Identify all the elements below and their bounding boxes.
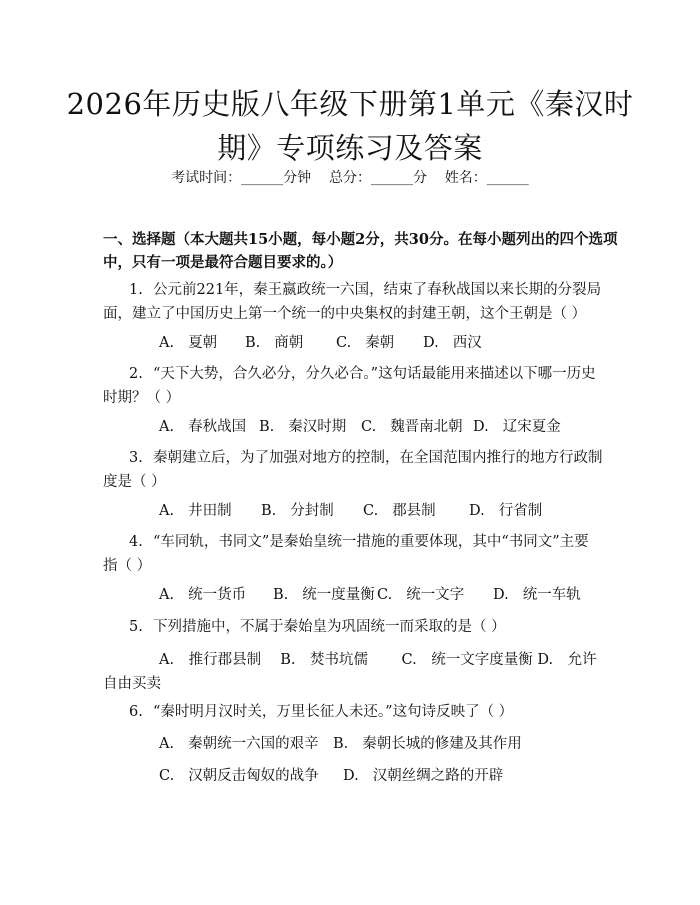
question-3 xyxy=(103,446,603,494)
option-c: C. 郡县制 xyxy=(363,503,436,519)
question-stem: 下列措施中，不属于秦始皇为巩固统一而采取的是（ ） xyxy=(153,619,506,635)
question-stem: 秦朝建立后，为了加强对地方的控制，在全国范围内推行的地方行政制度是（ ） xyxy=(103,450,603,490)
option-d: D. 西汉 xyxy=(423,335,482,351)
option-a: A. 秦朝统一六国的艰辛 xyxy=(159,736,319,752)
option-c: C. 统一文字 xyxy=(377,587,465,603)
question-number: 6. xyxy=(129,704,143,720)
option-b: B. 商朝 xyxy=(245,335,304,351)
question-stem: “天下大势，合久必分，分久必合。”这句话最能用来描述以下哪一历史时期？（ ） xyxy=(103,366,596,406)
option-a: A. 夏朝 xyxy=(159,335,218,351)
options-5: A. 推行郡县制 B. 焚书坑儒 C. 统一文字度量衡 D. 允许自由买卖 xyxy=(103,652,597,692)
question-2 xyxy=(103,362,603,410)
question-stem: “秦时明月汉时关，万里长征人未还。”这句诗反映了（ ） xyxy=(153,704,514,720)
question-number: 2. xyxy=(129,366,143,382)
option-a: A. 统一货币 xyxy=(159,587,247,603)
question-number: 5. xyxy=(129,619,143,635)
option-a: A. 春秋战国 xyxy=(159,419,247,435)
question-stem: 公元前221年，秦王嬴政统一六国，结束了春秋战国以来长期的分裂局面，建立了中国历史上第一个统一的中央集权的封建王朝，这个王朝是（ ） xyxy=(103,282,602,322)
question-stem: “车同轨，书同文”是秦始皇统一措施的重要体现，其中“书同文”主要指（ ） xyxy=(103,534,589,574)
question-5 xyxy=(103,615,603,639)
option-b: B. 统一度量衡 xyxy=(273,587,375,603)
option-d: D. 汉朝丝绸之路的开辟 xyxy=(343,768,504,784)
option-d: D. 辽宋夏金 xyxy=(473,419,561,435)
option-c: C. 魏晋南北朝 xyxy=(361,419,463,435)
option-b: B. 分封制 xyxy=(261,503,334,519)
option-c: C. 汉朝反击匈奴的战争 xyxy=(159,768,319,784)
option-c: C. 秦朝 xyxy=(336,335,395,351)
option-d: D. 统一车轨 xyxy=(493,587,581,603)
question-4 xyxy=(103,530,603,578)
question-6 xyxy=(103,700,603,724)
question-number: 1. xyxy=(129,282,143,298)
question-number: 4. xyxy=(129,534,143,550)
exam-info-line: 考试时间：______分钟 总分：______分 姓名：______ xyxy=(171,170,529,186)
option-b: B. 秦朝长城的修建及其作用 xyxy=(333,736,522,752)
question-1 xyxy=(103,278,603,326)
option-b: B. 秦汉时期 xyxy=(259,419,347,435)
option-a: A. 井田制 xyxy=(159,503,232,519)
option-d: D. 行省制 xyxy=(469,503,543,519)
question-number: 3. xyxy=(129,450,143,466)
document-title: 2026年历史版八年级下册第1单元《秦汉时期》专项练习及答案 xyxy=(66,87,634,165)
section-heading: 一、选择题（本大题共15小题，每小题2分，共30分。在每小题列出的四个选项中，只有一项是最符合题目要求的。） xyxy=(103,231,618,271)
